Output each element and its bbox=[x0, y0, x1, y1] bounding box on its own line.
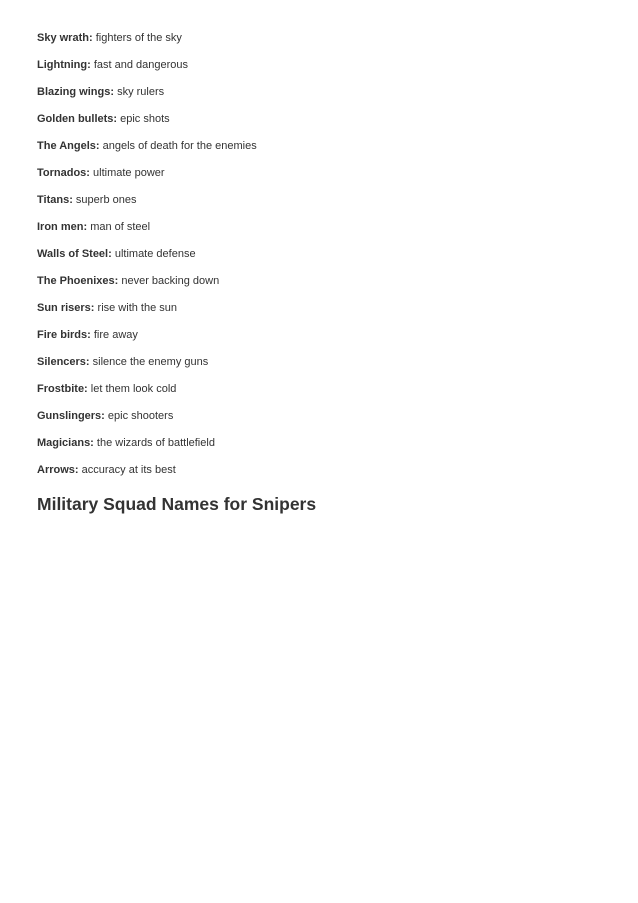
entry-description: angels of death for the enemies bbox=[102, 140, 257, 152]
list-item bbox=[37, 192, 607, 209]
list-item bbox=[37, 354, 607, 371]
list-item bbox=[37, 165, 607, 182]
list-item bbox=[37, 57, 607, 74]
entry-term: Blazing wings: bbox=[37, 86, 114, 98]
entry-term: Golden bullets: bbox=[37, 113, 118, 125]
squad-name-list bbox=[37, 30, 607, 479]
entry-term: Arrows: bbox=[37, 464, 79, 476]
list-item bbox=[37, 300, 607, 317]
section-heading: Military Squad Names for Snipers bbox=[37, 494, 317, 514]
entry-description: ultimate power bbox=[93, 167, 165, 179]
list-item bbox=[37, 327, 607, 344]
list-item bbox=[37, 435, 607, 452]
entry-term: Fire birds: bbox=[37, 329, 91, 341]
list-item bbox=[37, 408, 607, 425]
entry-term: Iron men: bbox=[37, 221, 88, 233]
list-item bbox=[37, 381, 607, 398]
entry-description: man of steel bbox=[90, 221, 151, 233]
entry-description: silence the enemy guns bbox=[92, 356, 209, 368]
entry-description: epic shooters bbox=[107, 410, 174, 422]
entry-term: The Angels: bbox=[37, 140, 100, 152]
entry-term: Sky wrath: bbox=[37, 32, 93, 44]
list-item bbox=[37, 84, 607, 101]
entry-term: Frostbite: bbox=[37, 383, 88, 395]
entry-description: never backing down bbox=[121, 275, 220, 287]
entry-term: Walls of Steel: bbox=[37, 248, 112, 260]
entry-description: epic shots bbox=[120, 113, 170, 125]
entry-description: fast and dangerous bbox=[93, 59, 189, 71]
entry-description: fire away bbox=[93, 329, 138, 341]
entry-term: The Phoenixes: bbox=[37, 275, 119, 287]
entry-term: Titans: bbox=[37, 194, 73, 206]
entry-description: ultimate defense bbox=[114, 248, 196, 260]
list-item bbox=[37, 219, 607, 236]
list-item bbox=[37, 111, 607, 128]
list-item bbox=[37, 138, 607, 155]
entry-term: Magicians: bbox=[37, 437, 94, 449]
entry-description: fighters of the sky bbox=[95, 32, 182, 44]
entry-description: sky rulers bbox=[117, 86, 165, 98]
entry-term: Sun risers: bbox=[37, 302, 95, 314]
entry-term: Lightning: bbox=[37, 59, 91, 71]
entry-description: rise with the sun bbox=[97, 302, 178, 314]
entry-description: superb ones bbox=[75, 194, 137, 206]
entry-term: Tornados: bbox=[37, 167, 90, 179]
list-item bbox=[37, 30, 607, 47]
list-item bbox=[37, 273, 607, 290]
entry-term: Gunslingers: bbox=[37, 410, 105, 422]
list-item bbox=[37, 246, 607, 263]
entry-term: Silencers: bbox=[37, 356, 90, 368]
entry-description: accuracy at its best bbox=[81, 464, 176, 476]
entry-description: the wizards of battlefield bbox=[96, 437, 215, 449]
document-page bbox=[37, 30, 607, 516]
list-item bbox=[37, 462, 607, 479]
entry-description: let them look cold bbox=[90, 383, 177, 395]
